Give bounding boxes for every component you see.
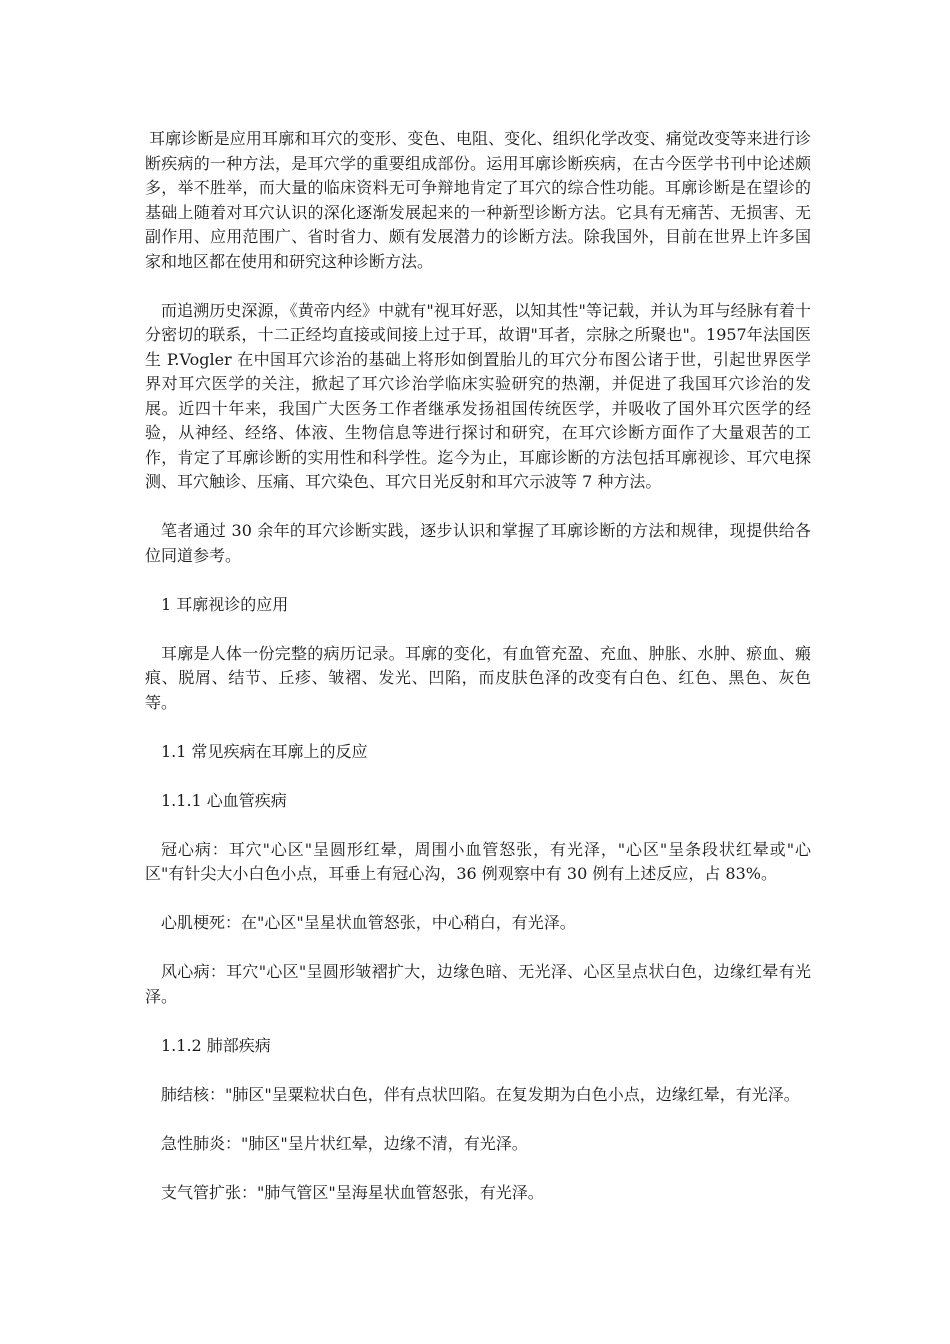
document-body bbox=[145, 127, 811, 1230]
paragraph-history: 而追溯历史深源，《黄帝内经》中就有"视耳好恶，以知其性"等记载，并认为耳与经脉有着十分密切的联系，十二正经均直接或间接上过于耳，故谓"耳者，宗脉之所聚也"。1957年法国医生 P.Vogler 在中国耳穴诊治的基础上将形如倒置胎儿的耳穴分布图公诸于世，引起世界医学界对耳穴医学的关注，掀起了耳穴诊治学临床实验研究的热潮，并促进了我国耳穴诊治的发展。近四十年来，我国广大医务工作者继承发扬祖国传统医学，并吸收了国外耳穴医学的经验，从神经、经络、体液、生物信息等进行探讨和研究，在耳穴诊断方面作了大量艰苦的工作，肯定了耳廓诊断的实用性和科学性。迄今为止，耳廊诊断的方法包括耳廓视诊、耳穴电探测、耳穴触诊、压痛、耳穴染色、耳穴日光反射和耳穴示波等 7 种方法。 bbox=[145, 300, 811, 491]
section-heading-1: 1 耳廓视诊的应用 bbox=[161, 594, 289, 614]
paragraph-intro: 耳廓诊断是应用耳廓和耳穴的变形、变色、电阻、变化、组织化学改变、痛觉改变等来进行诊断疾病的一种方法，是耳穴学的重要组成部份。运用耳廓诊断疾病，在古今医学书刊中论述颇多，举不胜举，而大量的临床资料无可争辩地肯定了耳穴的综合性功能。耳廓诊断是在望诊的基础上随着对耳穴认识的深化逐渐发展起来的一种新型诊断方法。它具有无痛苦、无损害、无副作用、应用范围广、省时省力、颇有发展潜力的诊断方法。除我国外，目前在世界上许多国家和地区都在使用和研究这种诊断方法。 bbox=[145, 129, 811, 271]
paragraph-auricle-record: 耳廓是人体一份完整的病历记录。耳廓的变化，有血管充盈、充血、肿胀、水肿、瘀血、瘢痕、脱屑、结节、丘疹、皱褶、发光、凹陷，而皮肤色泽的改变有白色、红色、黑色、灰色等。 bbox=[145, 643, 811, 712]
paragraph-bronchiectasis: 支气管扩张："肺气管区"呈海星状血管怒张，有光泽。 bbox=[161, 1182, 544, 1202]
paragraph-tuberculosis: 肺结核："肺区"呈粟粒状白色，伴有点状凹陷。在复发期为白色小点，边缘红晕，有光泽。 bbox=[161, 1084, 800, 1104]
paragraph-coronary: 冠心病：耳穴"心区"呈圆形红晕，周围小血管怒张，有光泽，"心区"呈条段状红晕或"心区"有针尖大小白色小点，耳垂上有冠心沟，36 例观察中有 30 例有上述反应，占 83%。 bbox=[145, 839, 811, 883]
section-heading-1-1: 1.1 常见疾病在耳廓上的反应 bbox=[161, 741, 368, 761]
paragraph-author-note: 笔者通过 30 余年的耳穴诊断实践，逐步认识和掌握了耳廓诊断的方法和规律，现提供给各位同道参考。 bbox=[145, 521, 811, 565]
section-heading-1-1-2: 1.1.2 肺部疾病 bbox=[161, 1035, 271, 1055]
paragraph-myocardial: 心肌梗死：在"心区"呈星状血管怒张，中心稍白，有光泽。 bbox=[161, 913, 576, 932]
section-heading-1-1-1: 1.1.1 心血管疾病 bbox=[161, 790, 287, 810]
paragraph-rheumatic: 风心病：耳穴"心区"呈圆形皱褶扩大，边缘色暗、无光泽、心区呈点状白色，边缘红晕有光泽。 bbox=[145, 962, 811, 1006]
paragraph-pneumonia: 急性肺炎："肺区"呈片状红晕，边缘不清，有光泽。 bbox=[161, 1133, 528, 1153]
